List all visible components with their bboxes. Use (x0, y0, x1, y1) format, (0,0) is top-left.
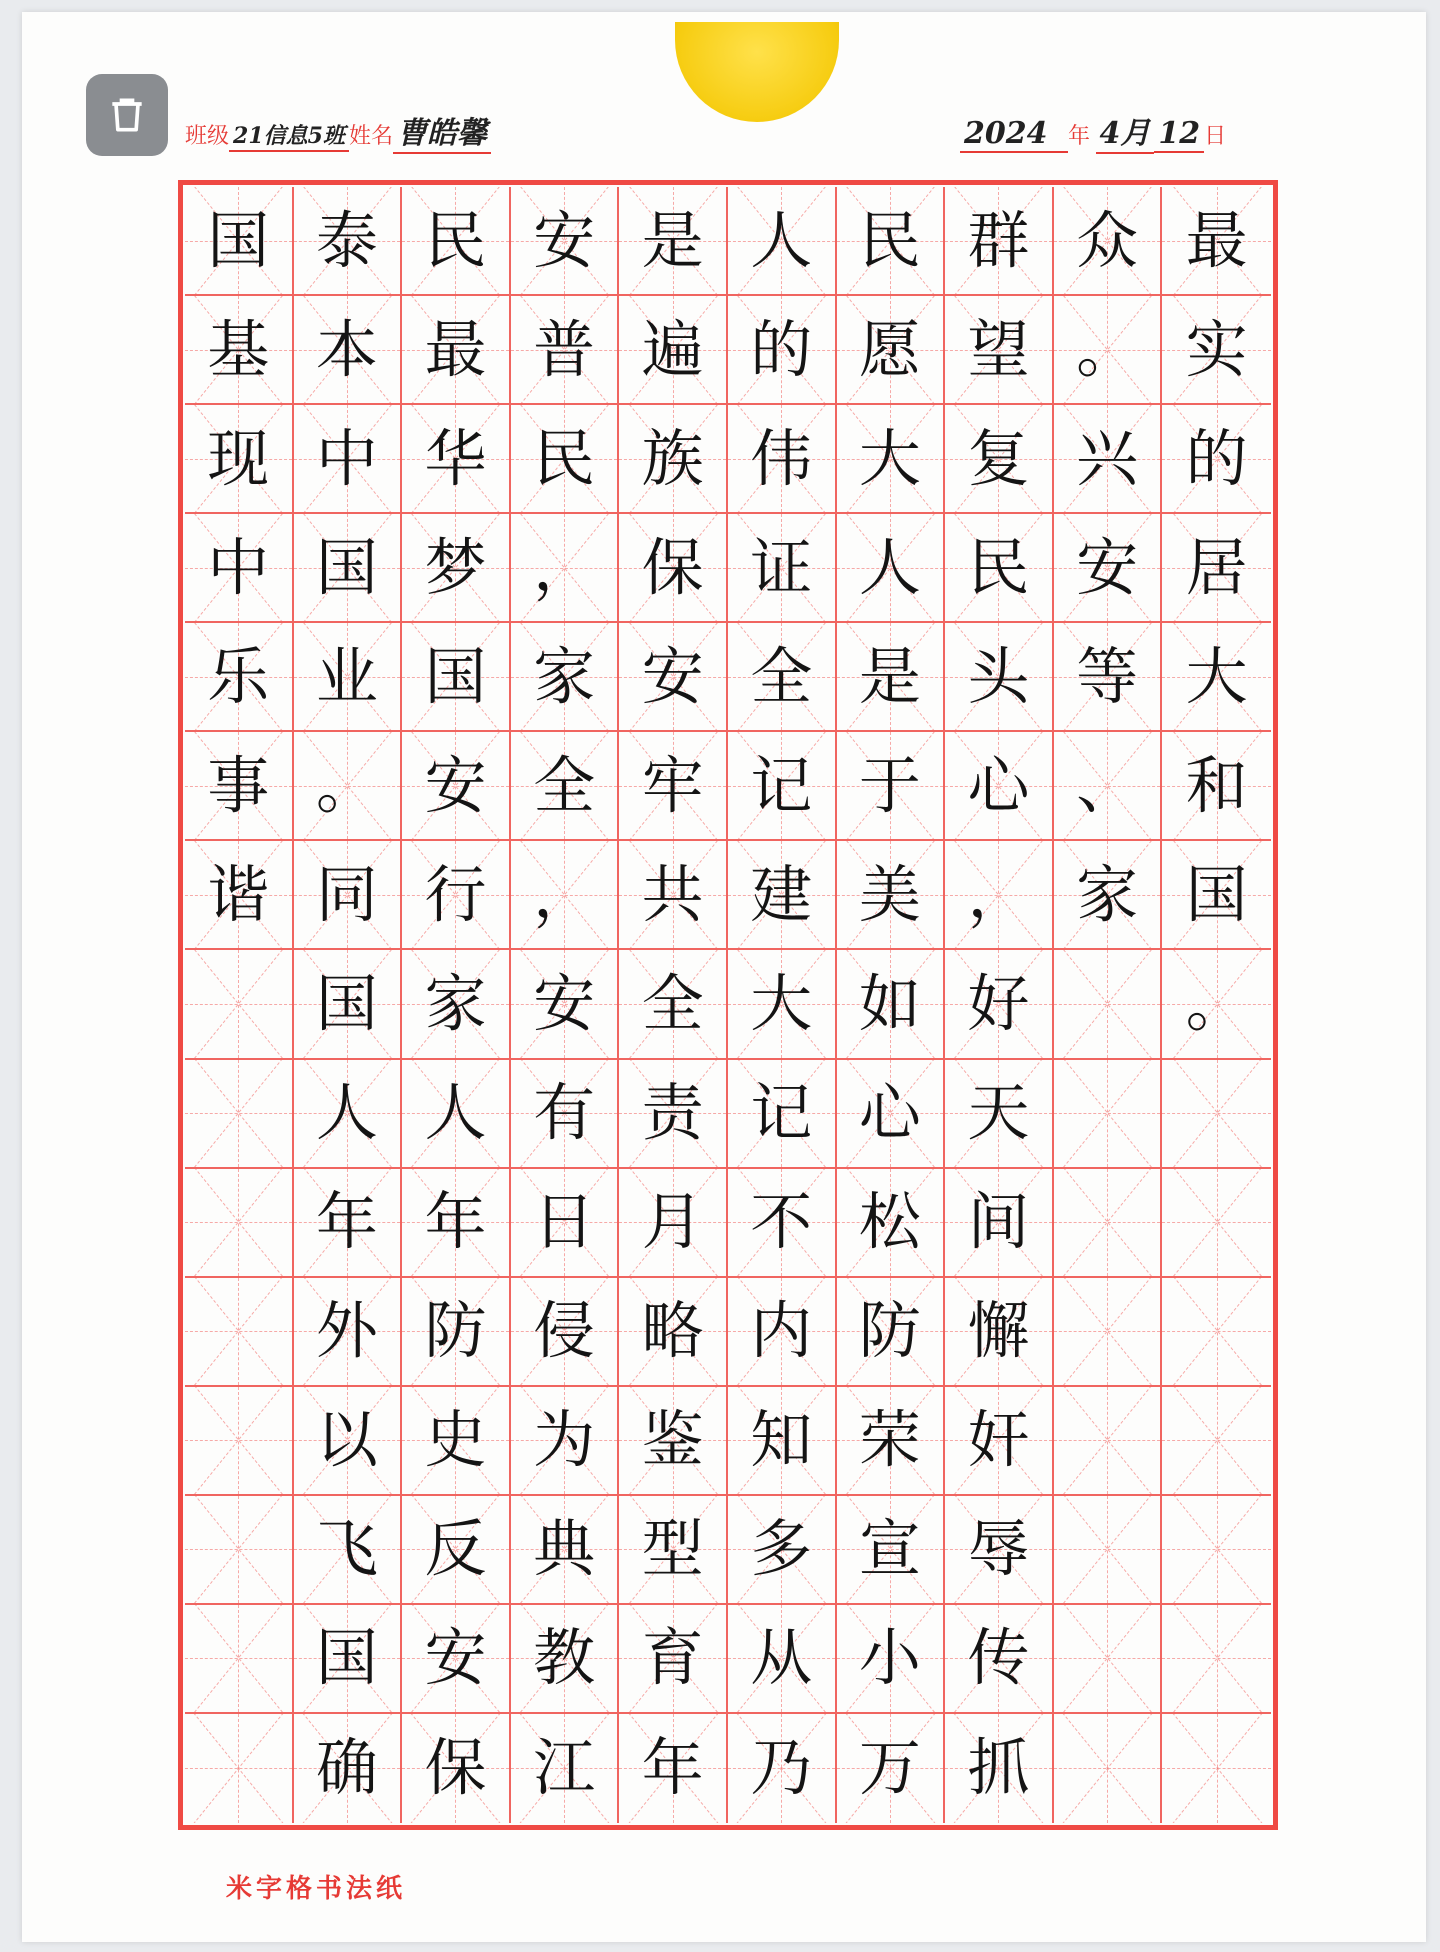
grid-cell (728, 1278, 837, 1387)
handwritten-character: 保 (641, 530, 704, 604)
grid-cell (619, 405, 728, 514)
handwritten-character: 育 (641, 1621, 704, 1695)
handwritten-character: ， (533, 857, 596, 931)
year-value: 2024 (960, 116, 1068, 153)
header-class (185, 108, 491, 154)
handwritten-character: 外 (315, 1294, 378, 1368)
grid-cell (511, 623, 620, 732)
grid-cell (619, 1060, 728, 1169)
handwritten-character: 保 (424, 1731, 487, 1805)
grid-cell (402, 1060, 511, 1169)
grid-cell (1054, 296, 1163, 405)
grid-cell (294, 405, 403, 514)
handwritten-character: 月 (641, 1185, 704, 1259)
handwritten-character: 年 (641, 1731, 704, 1805)
handwritten-character: 国 (315, 530, 378, 604)
grid-cell (837, 187, 946, 296)
handwritten-character: 年 (424, 1185, 487, 1259)
handwritten-character: 愿 (858, 312, 921, 386)
handwritten-character: 华 (424, 421, 487, 495)
grid-cell (1054, 950, 1163, 1059)
grid-cell (728, 1387, 837, 1496)
grid-cell (619, 1169, 728, 1278)
handwritten-character: 证 (750, 530, 813, 604)
handwritten-character: 是 (641, 203, 704, 277)
grid-cell (185, 1496, 294, 1605)
trash-icon (105, 93, 149, 137)
handwritten-character: 梦 (424, 530, 487, 604)
handwritten-character: 人 (750, 203, 813, 277)
handwritten-character: 望 (967, 312, 1030, 386)
grid-cell (1162, 187, 1271, 296)
grid-cell (511, 514, 620, 623)
grid-cell (511, 1387, 620, 1496)
grid-cell (1054, 1714, 1163, 1823)
handwritten-character: 中 (315, 421, 378, 495)
handwritten-character: 家 (1076, 857, 1139, 931)
handwritten-character: 乐 (207, 639, 270, 713)
handwritten-character: 记 (750, 1076, 813, 1150)
handwritten-character: 的 (1185, 421, 1248, 495)
grid-cell (945, 296, 1054, 405)
grid-cell (1054, 841, 1163, 950)
grid-cell (619, 187, 728, 296)
handwritten-character: 防 (858, 1294, 921, 1368)
grid-cell (945, 1496, 1054, 1605)
handwritten-character: 安 (1076, 530, 1139, 604)
grid-cell (402, 1278, 511, 1387)
grid-cell (1162, 1060, 1271, 1169)
handwritten-character: 头 (967, 639, 1030, 713)
paper-brand: 米字格书法纸 (226, 1874, 407, 1904)
grid-cell (945, 187, 1054, 296)
grid-cell (511, 405, 620, 514)
handwritten-character: 国 (315, 966, 378, 1040)
grid-cell (945, 841, 1054, 950)
handwritten-character: 年 (315, 1185, 378, 1259)
grid-cell (294, 1278, 403, 1387)
handwritten-character: 略 (641, 1294, 704, 1368)
grid-cell (1054, 1387, 1163, 1496)
handwritten-character: 有 (533, 1076, 596, 1150)
handwritten-character: 。 (315, 748, 378, 822)
grid-cell (185, 841, 294, 950)
grid-cell (837, 296, 946, 405)
grid-cell (728, 514, 837, 623)
handwritten-character: 国 (207, 203, 270, 277)
grid-cell (1162, 623, 1271, 732)
grid-cell (728, 1169, 837, 1278)
header-date (960, 108, 1226, 154)
grid-cell (1054, 187, 1163, 296)
handwritten-character: 、 (1076, 748, 1139, 822)
handwritten-character: 松 (858, 1185, 921, 1259)
grid-cell (837, 1496, 946, 1605)
handwritten-character: 美 (858, 857, 921, 931)
handwritten-character: 安 (641, 639, 704, 713)
handwritten-character: 遍 (641, 312, 704, 386)
handwritten-character: 心 (967, 748, 1030, 822)
grid-cell (837, 1060, 946, 1169)
handwritten-character: 和 (1185, 748, 1248, 822)
handwritten-character: 最 (1185, 203, 1248, 277)
grid-cell (1162, 1387, 1271, 1496)
handwritten-character: 。 (1076, 312, 1139, 386)
handwritten-character: 心 (858, 1076, 921, 1150)
grid-cell (294, 187, 403, 296)
handwritten-character: 从 (750, 1621, 813, 1695)
grid-cell (945, 405, 1054, 514)
grid-cell (945, 1060, 1054, 1169)
handwritten-character: 兴 (1076, 421, 1139, 495)
grid-cell (837, 1169, 946, 1278)
handwritten-character: 谐 (207, 857, 270, 931)
handwritten-character: 民 (858, 203, 921, 277)
handwritten-character: 普 (533, 312, 596, 386)
handwritten-character: 人 (315, 1076, 378, 1150)
grid-cell (1162, 1714, 1271, 1823)
grid-cell (728, 187, 837, 296)
handwritten-character: 中 (207, 530, 270, 604)
handwritten-character: 国 (315, 1621, 378, 1695)
handwritten-character: 民 (424, 203, 487, 277)
handwritten-character: 全 (641, 966, 704, 1040)
grid-cell (511, 1496, 620, 1605)
grid-cell (728, 950, 837, 1059)
handwritten-character: 基 (207, 312, 270, 386)
grid-cell (294, 1714, 403, 1823)
grid-cell (511, 1714, 620, 1823)
grid-cell (837, 1278, 946, 1387)
grid-cell (1162, 1278, 1271, 1387)
grid-cell (185, 514, 294, 623)
grid-cell (1054, 732, 1163, 841)
handwritten-character: 典 (533, 1512, 596, 1586)
grid-cell (1162, 841, 1271, 950)
handwritten-character: 泰 (315, 203, 378, 277)
grid-cell (294, 841, 403, 950)
handwritten-character: 家 (424, 966, 487, 1040)
handwritten-character: 教 (533, 1621, 596, 1695)
grid-cell (837, 841, 946, 950)
handwritten-character: 小 (858, 1621, 921, 1695)
grid-cell (837, 405, 946, 514)
handwritten-character: 防 (424, 1294, 487, 1368)
grid-cell (185, 1387, 294, 1496)
handwritten-character: 现 (207, 421, 270, 495)
grid-cell (511, 950, 620, 1059)
handwritten-character: 全 (533, 748, 596, 822)
handwritten-character: 民 (533, 421, 596, 495)
grid-cell (1162, 732, 1271, 841)
grid-cell (402, 187, 511, 296)
grid-cell (837, 732, 946, 841)
handwritten-character: 史 (424, 1403, 487, 1477)
grid-cell (945, 732, 1054, 841)
handwritten-character: 居 (1185, 530, 1248, 604)
grid-cell (619, 623, 728, 732)
grid-cell (511, 1605, 620, 1714)
grid-cell (511, 187, 620, 296)
grid-cell (185, 732, 294, 841)
handwritten-character: 江 (533, 1731, 596, 1805)
grid-cell (1162, 1169, 1271, 1278)
grid-cell (619, 1278, 728, 1387)
handwritten-character: 为 (533, 1403, 596, 1477)
handwritten-character: 抓 (967, 1731, 1030, 1805)
grid-cell (945, 514, 1054, 623)
grid-cell (945, 1278, 1054, 1387)
handwritten-character: 间 (967, 1185, 1030, 1259)
grid-cell (728, 841, 837, 950)
grid-cell (728, 1714, 837, 1823)
grid-cell (402, 1605, 511, 1714)
day-label: 日 (1204, 123, 1227, 148)
handwritten-character: 全 (750, 639, 813, 713)
handwritten-character: 业 (315, 639, 378, 713)
grid-cell (185, 1714, 294, 1823)
handwritten-character: 懈 (967, 1294, 1030, 1368)
handwritten-character: 人 (858, 530, 921, 604)
handwritten-character: 以 (315, 1403, 378, 1477)
grid-cell (1054, 623, 1163, 732)
handwritten-character: 侵 (533, 1294, 596, 1368)
grid-cell (1162, 1496, 1271, 1605)
yellow-clip (675, 22, 839, 122)
grid-cell (294, 1169, 403, 1278)
handwritten-character: 国 (1185, 857, 1248, 931)
handwritten-character: 安 (533, 966, 596, 1040)
grid-cell (294, 1605, 403, 1714)
handwritten-character: 建 (750, 857, 813, 931)
grid-cell (619, 950, 728, 1059)
delete-button[interactable] (86, 74, 168, 156)
grid-cell (1054, 1496, 1163, 1605)
grid-cell (945, 1714, 1054, 1823)
handwritten-character: 记 (750, 748, 813, 822)
grid-cell (402, 841, 511, 950)
grid-cell (619, 1387, 728, 1496)
grid-cell (619, 514, 728, 623)
grid-cell (511, 1060, 620, 1169)
handwritten-character: 责 (641, 1076, 704, 1150)
grid-cell (402, 1387, 511, 1496)
handwritten-character: ， (533, 530, 596, 604)
grid-cell (1054, 405, 1163, 514)
grid-cell (1054, 1060, 1163, 1169)
grid-cell (402, 950, 511, 1059)
grid-cell (728, 1496, 837, 1605)
handwritten-character: 于 (858, 748, 921, 822)
handwritten-character: 多 (750, 1512, 813, 1586)
grid-cell (185, 405, 294, 514)
grid-cell (185, 623, 294, 732)
grid-cell (728, 1060, 837, 1169)
grid-cell (945, 623, 1054, 732)
handwritten-character: 是 (858, 639, 921, 713)
handwritten-character: 型 (641, 1512, 704, 1586)
handwritten-character: 日 (533, 1185, 596, 1259)
grid-cell (185, 296, 294, 405)
handwritten-character: 鉴 (641, 1403, 704, 1477)
handwritten-character: 实 (1185, 312, 1248, 386)
grid-cell (945, 1605, 1054, 1714)
grid-cell (185, 950, 294, 1059)
handwritten-character: 牢 (641, 748, 704, 822)
grid-cell (1054, 1278, 1163, 1387)
handwritten-character: 万 (858, 1731, 921, 1805)
grid-cell (1162, 296, 1271, 405)
handwritten-character: 最 (424, 312, 487, 386)
handwritten-character: 安 (533, 203, 596, 277)
handwritten-character: 群 (967, 203, 1030, 277)
handwritten-character: 乃 (750, 1731, 813, 1805)
handwritten-character: 伟 (750, 421, 813, 495)
grid-cell (511, 732, 620, 841)
grid-cell (1162, 1605, 1271, 1714)
grid-cell (511, 296, 620, 405)
handwritten-character: 人 (424, 1076, 487, 1150)
class-label: 班级 (185, 123, 230, 148)
handwritten-character: 族 (641, 421, 704, 495)
grid-cell (728, 623, 837, 732)
grid-cell (402, 1496, 511, 1605)
handwritten-character: 复 (967, 421, 1030, 495)
handwritten-character: 大 (750, 966, 813, 1040)
handwritten-character: 安 (424, 748, 487, 822)
handwritten-character: 的 (750, 312, 813, 386)
grid-cell (837, 950, 946, 1059)
month-value: 4月 (1096, 108, 1155, 154)
handwritten-character: 奸 (967, 1403, 1030, 1477)
grid-cell (402, 1714, 511, 1823)
grid-cell (837, 1605, 946, 1714)
grid-cell (294, 950, 403, 1059)
handwritten-character: 同 (315, 857, 378, 931)
grid-cell (402, 514, 511, 623)
year-label: 年 (1068, 123, 1091, 148)
name-label: 姓名 (348, 123, 393, 148)
grid-cell (511, 1169, 620, 1278)
grid-cell (294, 732, 403, 841)
grid-cell (402, 1169, 511, 1278)
handwritten-character: 好 (967, 966, 1030, 1040)
grid-cell (185, 1169, 294, 1278)
handwritten-character: 确 (315, 1731, 378, 1805)
grid-cell (945, 950, 1054, 1059)
grid-cell (1054, 1169, 1163, 1278)
grid-cell (945, 1169, 1054, 1278)
handwritten-character: 共 (641, 857, 704, 931)
grid-cell (1162, 950, 1271, 1059)
handwritten-character: 安 (424, 1621, 487, 1695)
handwritten-character: 本 (315, 312, 378, 386)
grid-cell (294, 514, 403, 623)
grid-cell (294, 623, 403, 732)
grid-cell (294, 1496, 403, 1605)
grid-cell (728, 296, 837, 405)
handwritten-character: 如 (858, 966, 921, 1040)
grid-cell (294, 1387, 403, 1496)
grid-cell (728, 405, 837, 514)
handwritten-character: 。 (1185, 966, 1248, 1040)
grid-cell (185, 1605, 294, 1714)
grid-cell (728, 732, 837, 841)
handwritten-character: 民 (967, 530, 1030, 604)
grid-cell (1054, 1605, 1163, 1714)
handwritten-character: 荣 (858, 1403, 921, 1477)
grid-cell (837, 623, 946, 732)
grid-cell (619, 841, 728, 950)
handwritten-character: 飞 (315, 1512, 378, 1586)
grid-cell (185, 1060, 294, 1169)
handwritten-character: 家 (533, 639, 596, 713)
grid-cell (619, 296, 728, 405)
handwritten-character: 宣 (858, 1512, 921, 1586)
handwritten-character: 等 (1076, 639, 1139, 713)
grid-cell (837, 1387, 946, 1496)
name-value: 曹皓馨 (393, 108, 491, 154)
handwritten-character: 内 (750, 1294, 813, 1368)
handwritten-character: 大 (858, 421, 921, 495)
handwritten-character: 辱 (967, 1512, 1030, 1586)
handwritten-character: 事 (207, 748, 270, 822)
grid-cell (402, 296, 511, 405)
handwritten-character: ， (967, 857, 1030, 931)
grid-cell (619, 1714, 728, 1823)
grid-cell (402, 623, 511, 732)
handwritten-character: 众 (1076, 203, 1139, 277)
grid-cell (402, 732, 511, 841)
grid-cell (294, 1060, 403, 1169)
class-value: 21信息5班 (229, 119, 349, 152)
handwritten-character: 不 (750, 1185, 813, 1259)
grid-cell (511, 841, 620, 950)
handwritten-character: 传 (967, 1621, 1030, 1695)
mizige-grid (185, 187, 1271, 1823)
grid-cell (837, 514, 946, 623)
grid-cell (185, 187, 294, 296)
grid-cell (1054, 514, 1163, 623)
grid-cell (402, 405, 511, 514)
grid-cell (1162, 405, 1271, 514)
handwritten-character: 反 (424, 1512, 487, 1586)
grid-cell (619, 1605, 728, 1714)
handwritten-character: 大 (1185, 639, 1248, 713)
grid-cell (1162, 514, 1271, 623)
grid-cell (945, 1387, 1054, 1496)
handwritten-character: 知 (750, 1403, 813, 1477)
handwritten-character: 天 (967, 1076, 1030, 1150)
day-value: 12 (1154, 116, 1204, 153)
grid-cell (728, 1605, 837, 1714)
grid-cell (619, 1496, 728, 1605)
grid-cell (511, 1278, 620, 1387)
grid-cell (185, 1278, 294, 1387)
handwritten-character: 国 (424, 639, 487, 713)
handwritten-character: 行 (424, 857, 487, 931)
grid-cell (837, 1714, 946, 1823)
grid-cell (619, 732, 728, 841)
grid-cell (294, 296, 403, 405)
